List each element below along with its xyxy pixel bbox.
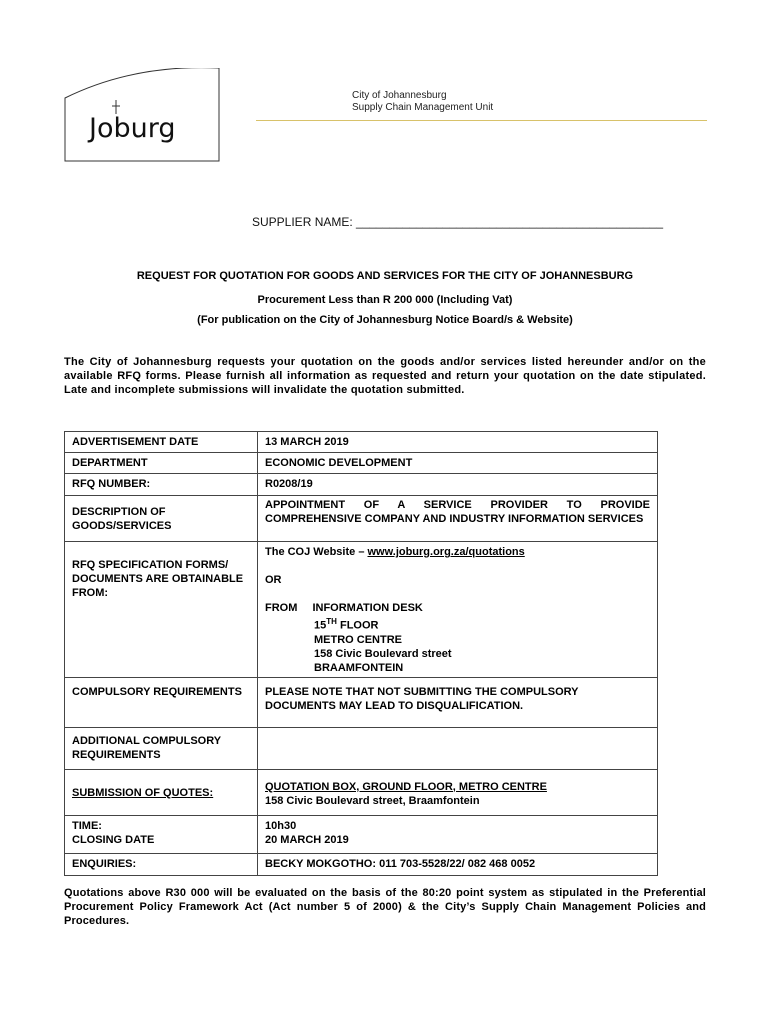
spec-from: FROM xyxy=(265,602,298,614)
floor-number: 15 xyxy=(314,619,327,632)
spec-or: OR xyxy=(265,574,282,586)
spec-website xyxy=(265,545,650,559)
enquiries-label: ENQUIRIES: xyxy=(65,853,258,875)
description-value: APPOINTMENT OF A SERVICE PROVIDER TO PROVIDE COMPREHENSIVE COMPANY AND INDUSTRY INFORMATION SERVICES xyxy=(258,496,658,542)
header-divider xyxy=(256,120,707,121)
submission-label: SUBMISSION OF QUOTES: xyxy=(65,769,258,815)
submission-line2: 158 Civic Boulevard street, Braamfontein xyxy=(265,794,480,807)
table-row xyxy=(65,474,658,496)
closing-date-value: 20 MARCH 2019 xyxy=(265,833,349,846)
letterhead xyxy=(352,90,493,114)
spec-addr-line2 xyxy=(265,615,650,633)
time-closing-value xyxy=(258,815,658,853)
table-row xyxy=(65,677,658,727)
supplier-name-field[interactable]: SUPPLIER NAME: ______________________________________________ xyxy=(252,215,664,229)
closing-date-label: CLOSING DATE xyxy=(72,833,155,846)
advert-date-label: ADVERTISEMENT DATE xyxy=(65,432,258,453)
time-label: TIME: xyxy=(72,819,102,832)
submission-value xyxy=(258,769,658,815)
submission-line1: QUOTATION BOX, GROUND FLOOR, METRO CENTRE xyxy=(265,780,547,793)
table-row xyxy=(65,542,658,678)
table-row xyxy=(65,853,658,875)
department-label: DEPARTMENT xyxy=(65,453,258,474)
spec-addr-line3: METRO CENTRE xyxy=(314,633,402,646)
table-row xyxy=(65,727,658,769)
spec-address xyxy=(265,601,650,675)
spec-forms-value xyxy=(258,542,658,678)
compulsory-value: PLEASE NOTE THAT NOT SUBMITTING THE COMPULSORY DOCUMENTS MAY LEAD TO DISQUALIFICATION. xyxy=(258,677,658,727)
table-row xyxy=(65,432,658,453)
table-row xyxy=(65,496,658,542)
table-row xyxy=(65,815,658,853)
document-subtitle-2: (For publication on the City of Johannesburg Notice Board/s & Website) xyxy=(197,314,573,326)
floor-word: FLOOR xyxy=(336,619,379,632)
logo-wordmark: Joburg xyxy=(89,113,176,144)
additional-value xyxy=(258,727,658,769)
time-closing-label xyxy=(65,815,258,853)
spec-addr-line1: INFORMATION DESK xyxy=(312,602,423,614)
rfq-number-label: RFQ NUMBER: xyxy=(65,474,258,496)
description-label: DESCRIPTION OF GOODS/SERVICES xyxy=(65,496,258,542)
intro-paragraph: The City of Johannesburg requests your quotation on the goods and/or services listed hereunder and/or on the available RFQ forms. Please furnish all information as requested and return your quotation on the date stipulated. Late and incomplete submissions will invalidate the quotation submitted. xyxy=(64,356,706,396)
enquiries-value: BECKY MOKGOTHO: 011 703-5528/22/ 082 468 0052 xyxy=(258,853,658,875)
table-row xyxy=(65,769,658,815)
spec-website-prefix: The COJ Website – xyxy=(265,546,368,558)
compulsory-label: COMPULSORY REQUIREMENTS xyxy=(65,677,258,727)
quotations-link[interactable]: www.joburg.org.za/quotations xyxy=(367,546,525,558)
time-value: 10h30 xyxy=(265,819,297,832)
rfq-details-table xyxy=(64,431,658,876)
org-name: City of Johannesburg xyxy=(352,90,447,101)
advert-date-value: 13 MARCH 2019 xyxy=(258,432,658,453)
floor-suffix: TH xyxy=(326,617,337,626)
table-row xyxy=(65,453,658,474)
rfq-number-value: R0208/19 xyxy=(258,474,658,496)
unit-name: Supply Chain Management Unit xyxy=(352,102,494,113)
document-title: REQUEST FOR QUOTATION FOR GOODS AND SERVICES FOR THE CITY OF JOHANNESBURG xyxy=(136,270,634,282)
spec-addr-line4: 158 Civic Boulevard street xyxy=(314,647,452,660)
additional-label: ADDITIONAL COMPULSORY REQUIREMENTS xyxy=(65,727,258,769)
spec-addr-line5: BRAAMFONTEIN xyxy=(314,661,404,674)
evaluation-note: Quotations above R30 000 will be evaluated on the basis of the 80:20 point system as stipulated in the Preferential Procurement Policy Framework Act (Act number 5 of 2000) & the City’s Supply Chain Management Policies and Procedures. xyxy=(64,887,706,927)
spec-forms-label: RFQ SPECIFICATION FORMS/ DOCUMENTS ARE OBTAINABLE FROM: xyxy=(65,542,258,678)
joburg-logo xyxy=(64,68,220,162)
document-subtitle-1: Procurement Less than R 200 000 (Including Vat) xyxy=(257,294,513,306)
department-value: ECONOMIC DEVELOPMENT xyxy=(258,453,658,474)
